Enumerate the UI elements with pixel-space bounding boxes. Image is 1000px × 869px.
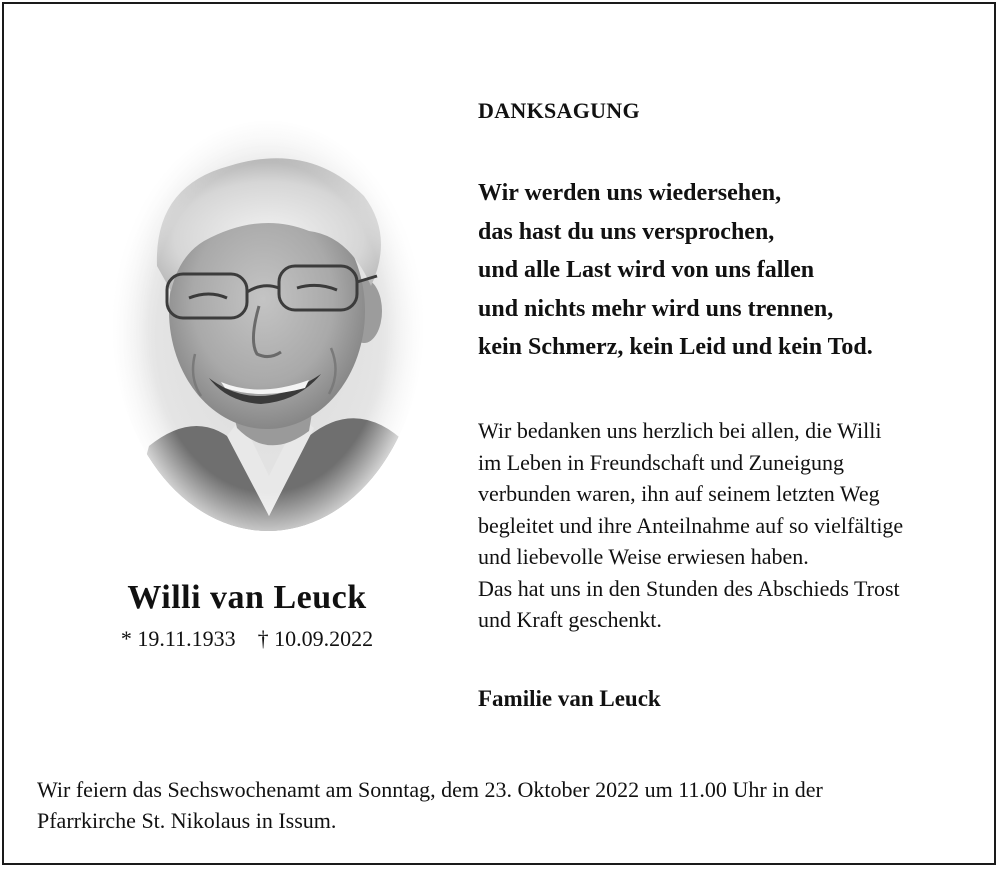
notice-heading: DANKSAGUNG — [478, 98, 640, 123]
notice-frame — [2, 2, 996, 865]
thanks-line: Wir bedanken uns herzlich bei allen, die Willi — [478, 418, 882, 443]
thanks-line: Das hat uns in den Stunden des Abschieds Trost — [478, 575, 900, 601]
thanks-text — [478, 415, 903, 636]
poem-line: und nichts mehr wird uns trennen, — [478, 295, 834, 322]
footer-line: Wir feiern das Sechswochenamt am Sonntag, dem 23. Oktober 2022 um 11.00 Uhr in der — [37, 777, 823, 802]
poem-line: und alle Last wird von uns fallen — [478, 257, 815, 283]
thanks-line: verbunden waren, ihn auf seinem letzten Weg — [478, 481, 880, 506]
service-announcement — [37, 774, 823, 836]
poem-line: Wir werden uns wiedersehen, — [478, 180, 782, 206]
thanks-line: begleitet und ihre Anteilnahme auf so vielfältige — [478, 512, 904, 538]
deceased-name: Willi van Leuck — [127, 579, 367, 616]
footer-line: Pfarrkirche St. Nikolaus in Issum. — [37, 808, 337, 833]
poem — [478, 174, 873, 367]
poem-line: das hast du uns versprochen, — [478, 218, 775, 245]
portrait-photo — [109, 116, 427, 556]
life-dates: * 19.11.1933 † 10.09.2022 — [120, 626, 374, 651]
thanks-line: im Leben in Freundschaft und Zuneigung — [478, 449, 844, 475]
family-signature: Familie van Leuck — [478, 686, 661, 711]
thanks-line: und liebevolle Weise erwiesen haben. — [478, 544, 809, 569]
poem-line: kein Schmerz, kein Leid und kein Tod. — [478, 334, 873, 360]
thanks-line: und Kraft geschenkt. — [478, 607, 662, 632]
